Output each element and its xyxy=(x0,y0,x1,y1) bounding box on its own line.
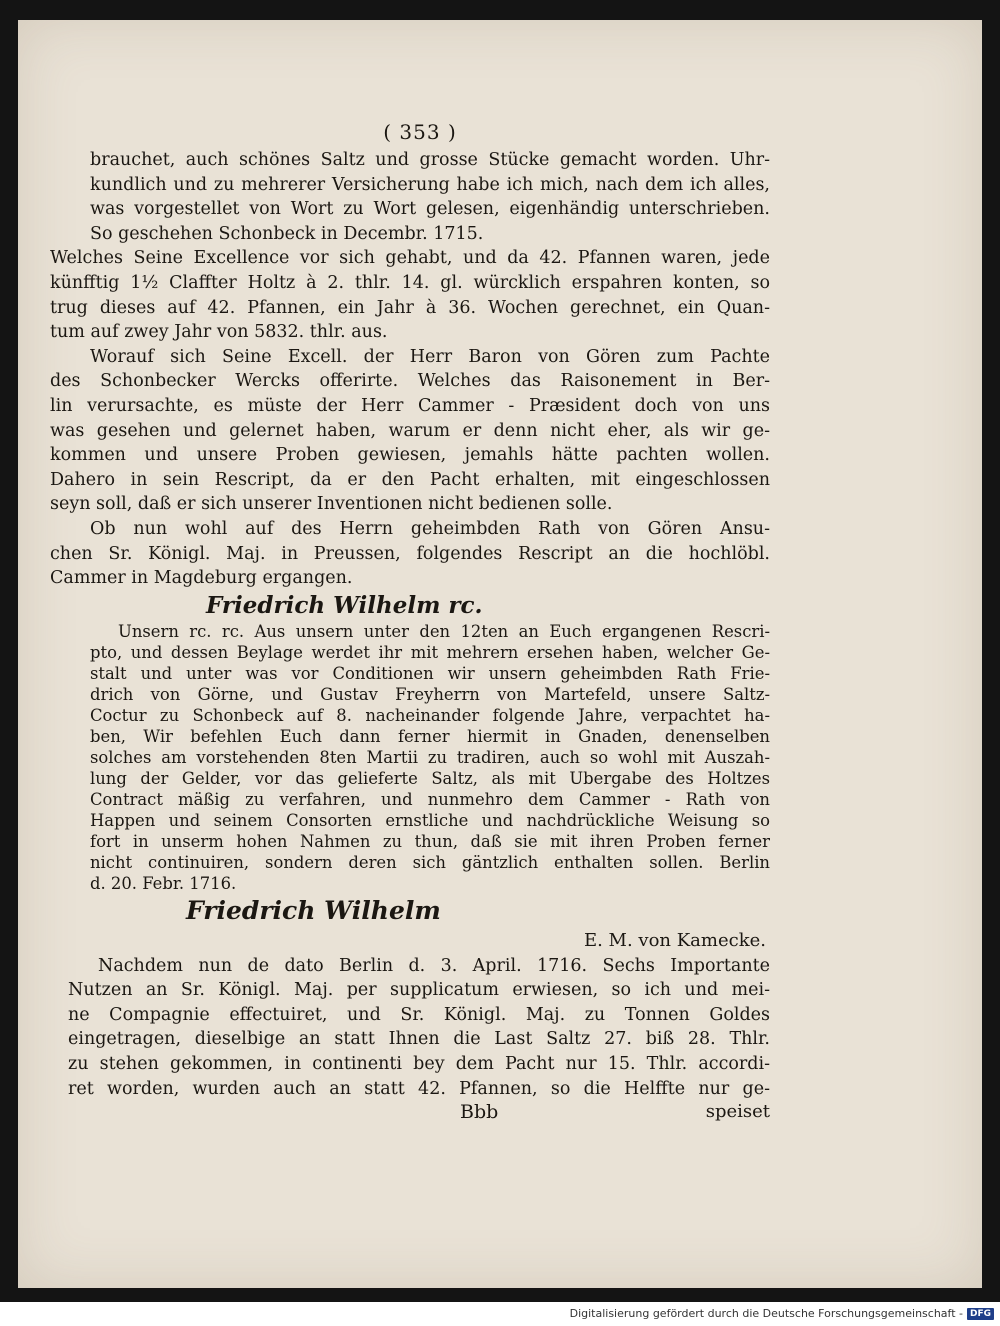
text-line: pto, und dessen Beylage werdet ihr mit mehrern ersehen haben, welcher Ge- xyxy=(90,642,770,662)
text-line: Coctur zu Schonbeck auf 8. nacheinander folgende Jahre, verpachtet ha- xyxy=(90,705,770,725)
text-line: Nutzen an Sr. Königl. Maj. per supplicatum erwiesen, so ich und mei- xyxy=(68,980,770,1001)
text-line: zu stehen gekommen, in continenti bey dem Pacht nur 15. Thlr. accordi- xyxy=(68,1054,770,1075)
signature-mark: Bbb xyxy=(460,1101,499,1124)
paragraph-rescript-intro xyxy=(50,517,770,591)
text-line: tum auf zwey Jahr von 5832. thlr. aus. xyxy=(50,322,388,343)
digitization-credit xyxy=(570,1307,994,1320)
paragraph-excellence xyxy=(50,246,770,344)
text-line: ne Compagnie effectuiret, und Sr. Königl. Maj. zu Tonnen Goldes xyxy=(68,1004,770,1025)
text-line: Nachdem nun de dato Berlin d. 3. April. 1716. Sechs Importante xyxy=(98,955,770,976)
text-line: lin verursachte, es müste der Herr Cammer - Præsident doch von uns xyxy=(50,395,770,416)
text-line: seyn soll, daß er sich unserer Inventionen nicht bedienen solle. xyxy=(50,494,613,515)
text-line: kommen und unsere Proben gewiesen, jemahls hätte pachten wollen. xyxy=(50,445,770,466)
text-line: chen Sr. Königl. Maj. in Preussen, folgendes Rescript an die hochlöbl. xyxy=(50,543,770,564)
text-line: Contract mäßig zu verfahren, und nunmehro dem Cammer - Rath von xyxy=(90,789,770,809)
text-line: nicht continuiren, sondern deren sich gäntzlich enthalten sollen. Berlin xyxy=(90,852,770,872)
text-line: d. 20. Febr. 1716. xyxy=(90,873,237,893)
rescript-body xyxy=(90,621,770,894)
rescript-signature: Friedrich Wilhelm xyxy=(186,895,441,925)
text-line: Worauf sich Seine Excell. der Herr Baron von Gören zum Pachte xyxy=(90,346,770,367)
paragraph-certificate-end xyxy=(90,148,770,246)
text-line: drich von Görne, und Gustav Freyherrn von Martefeld, unsere Saltz- xyxy=(90,684,770,704)
page-header: ( 353 ) xyxy=(383,120,457,144)
text-line: So geschehen Schonbeck in Decembr. 1715. xyxy=(90,223,484,244)
text-line: lung der Gelder, vor das gelieferte Saltz, als mit Ubergabe des Holtzes xyxy=(90,768,770,788)
text-line: Cammer in Magdeburg ergangen. xyxy=(50,568,353,589)
text-line: ret worden, wurden auch an statt 42. Pfannen, so die Helffte nur ge- xyxy=(68,1078,770,1099)
text-line: Happen und seinem Consorten ernstliche und nachdrückliche Weisung so xyxy=(90,810,770,830)
text-line: des Schonbecker Wercks offerirte. Welches das Raisonement in Ber- xyxy=(50,371,770,392)
text-line: was vorgestellet von Wort zu Wort gelesen, eigenhändig unterschrieben. xyxy=(90,199,770,220)
rescript-salutation: Friedrich Wilhelm rc. xyxy=(206,591,483,619)
text-line: Welches Seine Excellence vor sich gehabt, und da 42. Pfannen waren, jede xyxy=(50,248,770,269)
text-line: solches am vorstehenden 8ten Martii zu tradiren, auch so wohl mit Auszah- xyxy=(90,747,770,767)
text-line: was gesehen und gelernet haben, warum er denn nicht eher, als wir ge- xyxy=(50,420,770,441)
credit-text: Digitalisierung gefördert durch die Deutsche Forschungsgemeinschaft - xyxy=(569,1307,963,1320)
text-line: ben, Wir befehlen Euch dann ferner hiermit in Gnaden, denenselben xyxy=(90,726,770,746)
text-line: künfftig 1½ Claffter Holtz à 2. thlr. 14. gl. würcklich erspahren konten, so xyxy=(50,272,770,293)
text-line: stalt und unter was vor Conditionen wir unsern geheimbden Rath Frie- xyxy=(90,663,770,683)
book-page xyxy=(18,20,982,1288)
paragraph-baron-offer xyxy=(50,345,770,517)
paragraph-importante-nutzen xyxy=(68,954,770,1102)
page-foot xyxy=(90,1099,770,1125)
countersignature: E. M. von Kamecke. xyxy=(583,929,766,951)
text-line: eingetragen, dieselbige an statt Ihnen die Last Saltz 27. biß 28. Thlr. xyxy=(68,1029,770,1050)
text-line: Unsern rc. rc. Aus unsern unter den 12ten an Euch ergangenen Rescri- xyxy=(118,621,770,641)
text-line: brauchet, auch schönes Saltz und grosse Stücke gemacht worden. Uhr- xyxy=(90,150,770,170)
page-text xyxy=(50,120,770,1125)
catchword: speiset xyxy=(705,1101,770,1123)
text-line: Ob nun wohl auf des Herrn geheimbden Rath von Gören Ansu- xyxy=(90,518,770,539)
text-line: fort in unserm hohen Nahmen zu thun, daß sie mit ihren Proben ferner xyxy=(90,831,770,851)
text-line: kundlich und zu mehrerer Versicherung habe ich mich, nach dem ich alles, xyxy=(90,174,770,195)
text-line: trug dieses auf 42. Pfannen, ein Jahr à 36. Wochen gerechnet, ein Quan- xyxy=(50,297,770,318)
dfg-logo: DFG xyxy=(967,1308,994,1320)
text-line: Dahero in sein Rescript, da er den Pacht erhalten, mit eingeschlossen xyxy=(50,469,770,490)
